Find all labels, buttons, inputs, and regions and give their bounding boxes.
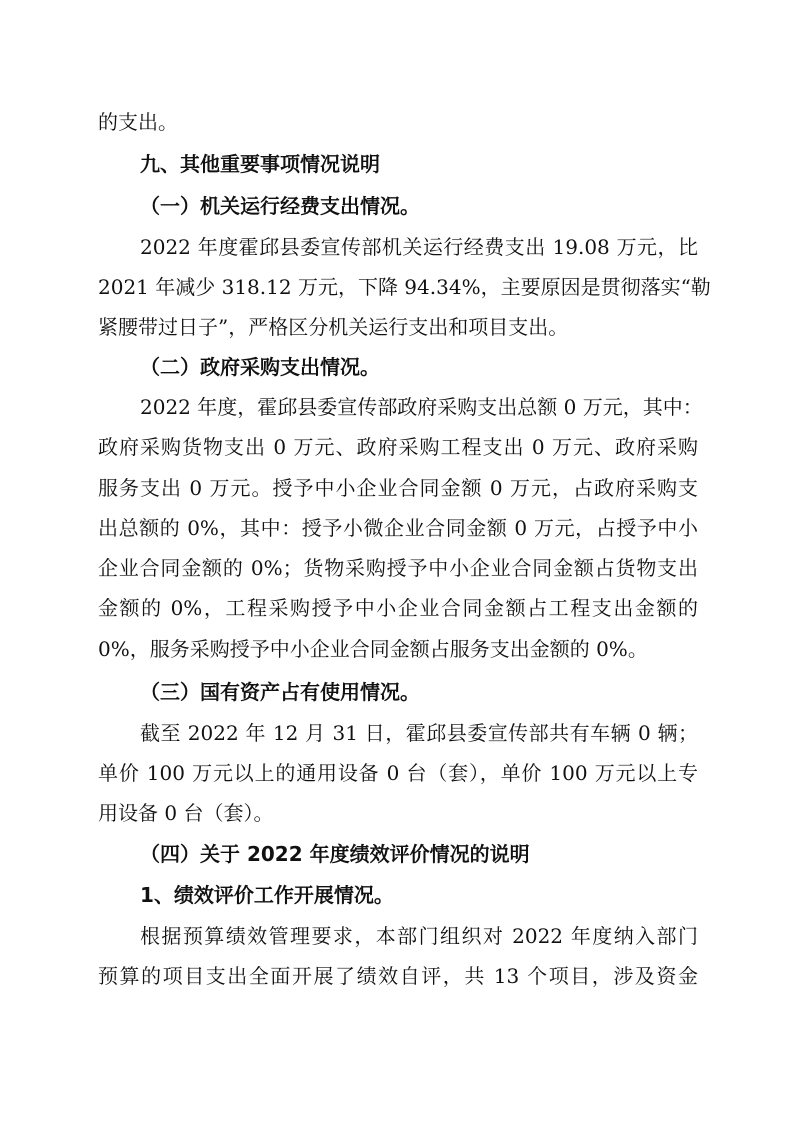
paragraph-line: 政府采购货物支出 0 万元、政府采购工程支出 0 万元、政府采购: [98, 435, 698, 459]
paragraph-line: 预算的项目支出全面开展了绩效自评，共 13 个项目，涉及资金: [98, 964, 698, 988]
item-heading-evaluation-work: 1、绩效评价工作开展情况。: [140, 883, 394, 907]
section-heading-nine: 九、其他重要事项情况说明: [140, 152, 380, 176]
subheading-procurement: （二）政府采购支出情况。: [140, 355, 380, 379]
paragraph-line: 企业合同金额的 0%；货物采购授予中小企业合同金额占货物支出: [98, 556, 698, 580]
subheading-state-assets: （三）国有资产占有使用情况。: [140, 680, 420, 704]
paragraph-line: 出总额的 0%，其中：授予小微企业合同金额 0 万元，占授予中小: [98, 516, 698, 540]
paragraph-line: 截至 2022 年 12 月 31 日，霍邱县委宣传部共有车辆 0 辆；: [140, 721, 698, 745]
paragraph-continuation: 的支出。: [98, 110, 178, 134]
paragraph-line: 根据预算绩效管理要求，本部门组织对 2022 年度纳入部门: [140, 924, 698, 948]
paragraph-line: 单价 100 万元以上的通用设备 0 台（套），单价 100 万元以上专: [98, 761, 698, 785]
paragraph-line: 2021 年减少 318.12 万元，下降 94.34%，主要原因是贯彻落实“勒: [98, 275, 711, 299]
paragraph-line: 2022 年度，霍邱县委宣传部政府采购支出总额 0 万元，其中：: [140, 395, 703, 419]
paragraph-line: 用设备 0 台（套）。: [98, 801, 274, 825]
paragraph-line: 紧腰带过日子”，严格区分机关运行支出和项目支出。: [98, 315, 569, 339]
paragraph-line: 服务支出 0 万元。授予中小企业合同金额 0 万元，占政府采购支: [98, 476, 698, 500]
paragraph-line: 0%，服务采购授予中小企业合同金额占服务支出金额的 0%。: [98, 637, 648, 661]
subheading-performance-evaluation: （四）关于 2022 年度绩效评价情况的说明: [140, 842, 530, 866]
subheading-operating-expenses: （一）机关运行经费支出情况。: [140, 194, 420, 218]
paragraph-line: 2022 年度霍邱县委宣传部机关运行经费支出 19.08 万元，比: [140, 235, 698, 259]
paragraph-line: 金额的 0%，工程采购授予中小企业合同金额占工程支出金额的: [98, 596, 698, 620]
